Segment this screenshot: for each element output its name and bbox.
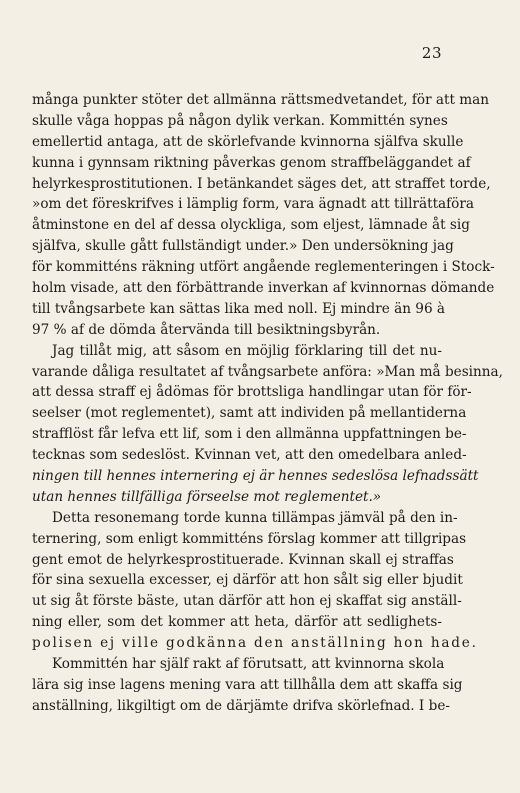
- text-line: lära sig inse lagens mening vara att tillhålla dem att skaffa sig: [32, 676, 463, 693]
- text-line: varande dåliga resultatet af tvångsarbete anföra: »Man må besinna,: [32, 363, 503, 380]
- text-line: ut sig åt förste bäste, utan därför att hon ej skaffat sig anställ-: [32, 593, 462, 610]
- page-number: 23: [421, 44, 442, 62]
- text-line: ning eller, som det kommer att heta, därför att sedlighets-: [32, 614, 442, 631]
- text-line: för sina sexuella excesser, ej därför att hon sålt sig eller bjudit: [32, 572, 463, 589]
- text-line: gent emot de helyrkesprostituerade. Kvinnan skall ej straffas: [32, 551, 454, 568]
- text-line: strafflöst får lefva ett lif, som i den allmänna uppfattningen be-: [32, 426, 467, 443]
- text-line: kunna i gynnsam riktning påverkas genom straffbeläggandet af: [32, 154, 471, 171]
- text-line: holm visade, att den förbättrande inverkan af kvinnornas dömande: [32, 280, 495, 297]
- text-line: 97 % af de dömda återvända till besiktningsbyrån.: [32, 321, 381, 338]
- text-line: helyrkesprostitutionen. I betänkandet säges det, att straffet torde,: [32, 175, 491, 192]
- text-line: skulle våga hoppas på någon dylik verkan. Kommittén synes: [32, 112, 448, 129]
- text-line: Kommittén har själf rakt af förutsatt, att kvinnorna skola: [52, 656, 445, 673]
- text-line: utan hennes tillfälliga förseelse mot reglementet.»: [32, 488, 382, 505]
- text-line: många punkter stöter det allmänna rättsmedvetandet, för att man: [32, 92, 490, 108]
- text-line: ningen till hennes internering ej är hennes sedeslösa lefnadssätt: [32, 468, 479, 485]
- text-line: för kommitténs räkning utfört angående reglementeringen i Stock-: [32, 259, 495, 276]
- text-line: Detta resonemang torde kunna tillämpas jämväl på den in-: [52, 509, 458, 526]
- text-line: polisen ej ville godkänna den anställning hon hade.: [32, 635, 478, 652]
- text-line: Jag tillåt mig, att såsom en möjlig förklaring till det nu-: [52, 342, 442, 359]
- text-line: emellertid antaga, att de skörlefvande kvinnorna själfva skulle: [32, 133, 464, 150]
- text-line: till tvångsarbete kan sättas lika med noll. Ej mindre än 96 à: [32, 300, 446, 317]
- text-line: anställning, likgiltigt om de därjämte drifva skörlefnad. I be-: [32, 697, 450, 714]
- text-line: »om det föreskrifves i lämplig form, vara ägnadt att tillrättaföra: [32, 196, 474, 213]
- text-line: tecknas som sedeslöst. Kvinnan vet, att den omedelbara anled-: [32, 447, 467, 464]
- body-text: [32, 90, 503, 717]
- text-line: att dessa straff ej ådömas för brottsliga handlingar utan för för-: [32, 384, 472, 401]
- text-line: ternering, som enligt kommitténs förslag kommer att tillgripas: [32, 530, 467, 547]
- text-line: seelser (mot reglementet), samt att individen på mellantiderna: [32, 405, 467, 422]
- text-line: åtminstone en del af dessa olyckliga, som eljest, lämnade åt sig: [32, 217, 470, 234]
- text-line: själfva, skulle gått fullständigt under.» Den undersökning jag: [32, 238, 454, 255]
